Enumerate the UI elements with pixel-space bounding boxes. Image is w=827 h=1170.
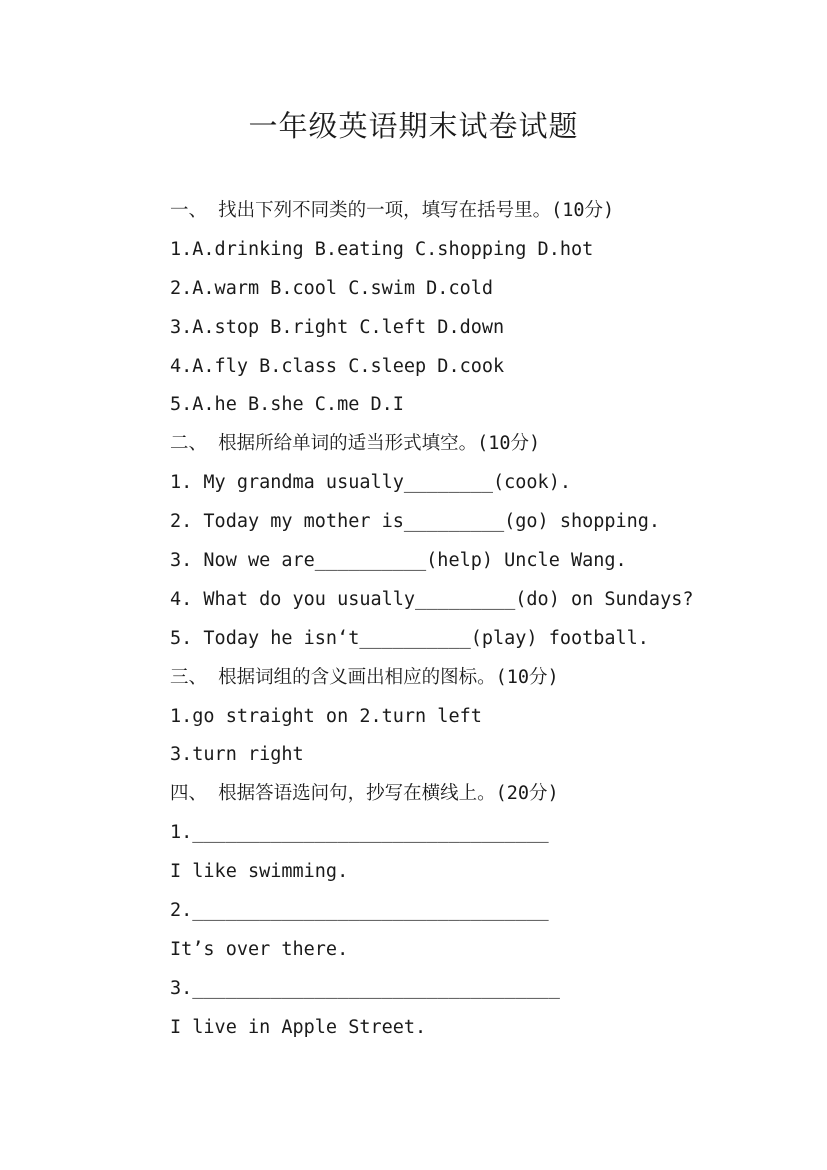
answer-blank-line: 1.________________________________	[170, 822, 549, 844]
question-line: 4. What do you usually_________(do) on Sundays?	[170, 588, 694, 610]
question-line: 1.go straight on 2.turn left	[170, 705, 482, 727]
question-line: 3.turn right	[170, 744, 304, 766]
answer-blank-line: 3._________________________________	[170, 977, 560, 999]
question-line: 4.A.fly B.class C.sleep D.cook	[170, 355, 505, 377]
answer-text: I like swimming.	[170, 861, 349, 883]
section-4-heading: 四、 根据答语选问句，抄写在横线上。(20分)	[170, 783, 559, 805]
question-line: 2.A.warm B.cool C.swim D.cold	[170, 277, 494, 299]
question-line: 5.A.he B.she C.me D.I	[170, 394, 404, 416]
document-title: 一年级英语期末试卷试题	[248, 109, 579, 143]
section-2-heading: 二、 根据所给单词的适当形式填空。(10分)	[170, 433, 541, 455]
answer-text: I live in Apple Street.	[170, 1016, 427, 1038]
question-line: 2. Today my mother is_________(go) shopping.	[170, 511, 661, 533]
answer-blank-line: 2.________________________________	[170, 900, 549, 922]
question-line: 1. My grandma usually________(cook).	[170, 472, 571, 494]
question-line: 3.A.stop B.right C.left D.down	[170, 316, 505, 338]
section-1-heading: 一、 找出下列不同类的一项，填写在括号里。(10分)	[170, 200, 615, 221]
question-line: 5. Today he isn‘t__________(play) football.	[170, 627, 649, 649]
question-line: 1.A.drinking B.eating C.shopping D.hot	[170, 238, 594, 260]
question-line: 3. Now we are__________(help) Uncle Wang.	[170, 550, 627, 572]
answer-text: It’s over there.	[170, 938, 349, 960]
exam-content	[170, 196, 810, 1052]
section-3-heading: 三、 根据词组的含义画出相应的图标。(10分)	[170, 666, 559, 688]
